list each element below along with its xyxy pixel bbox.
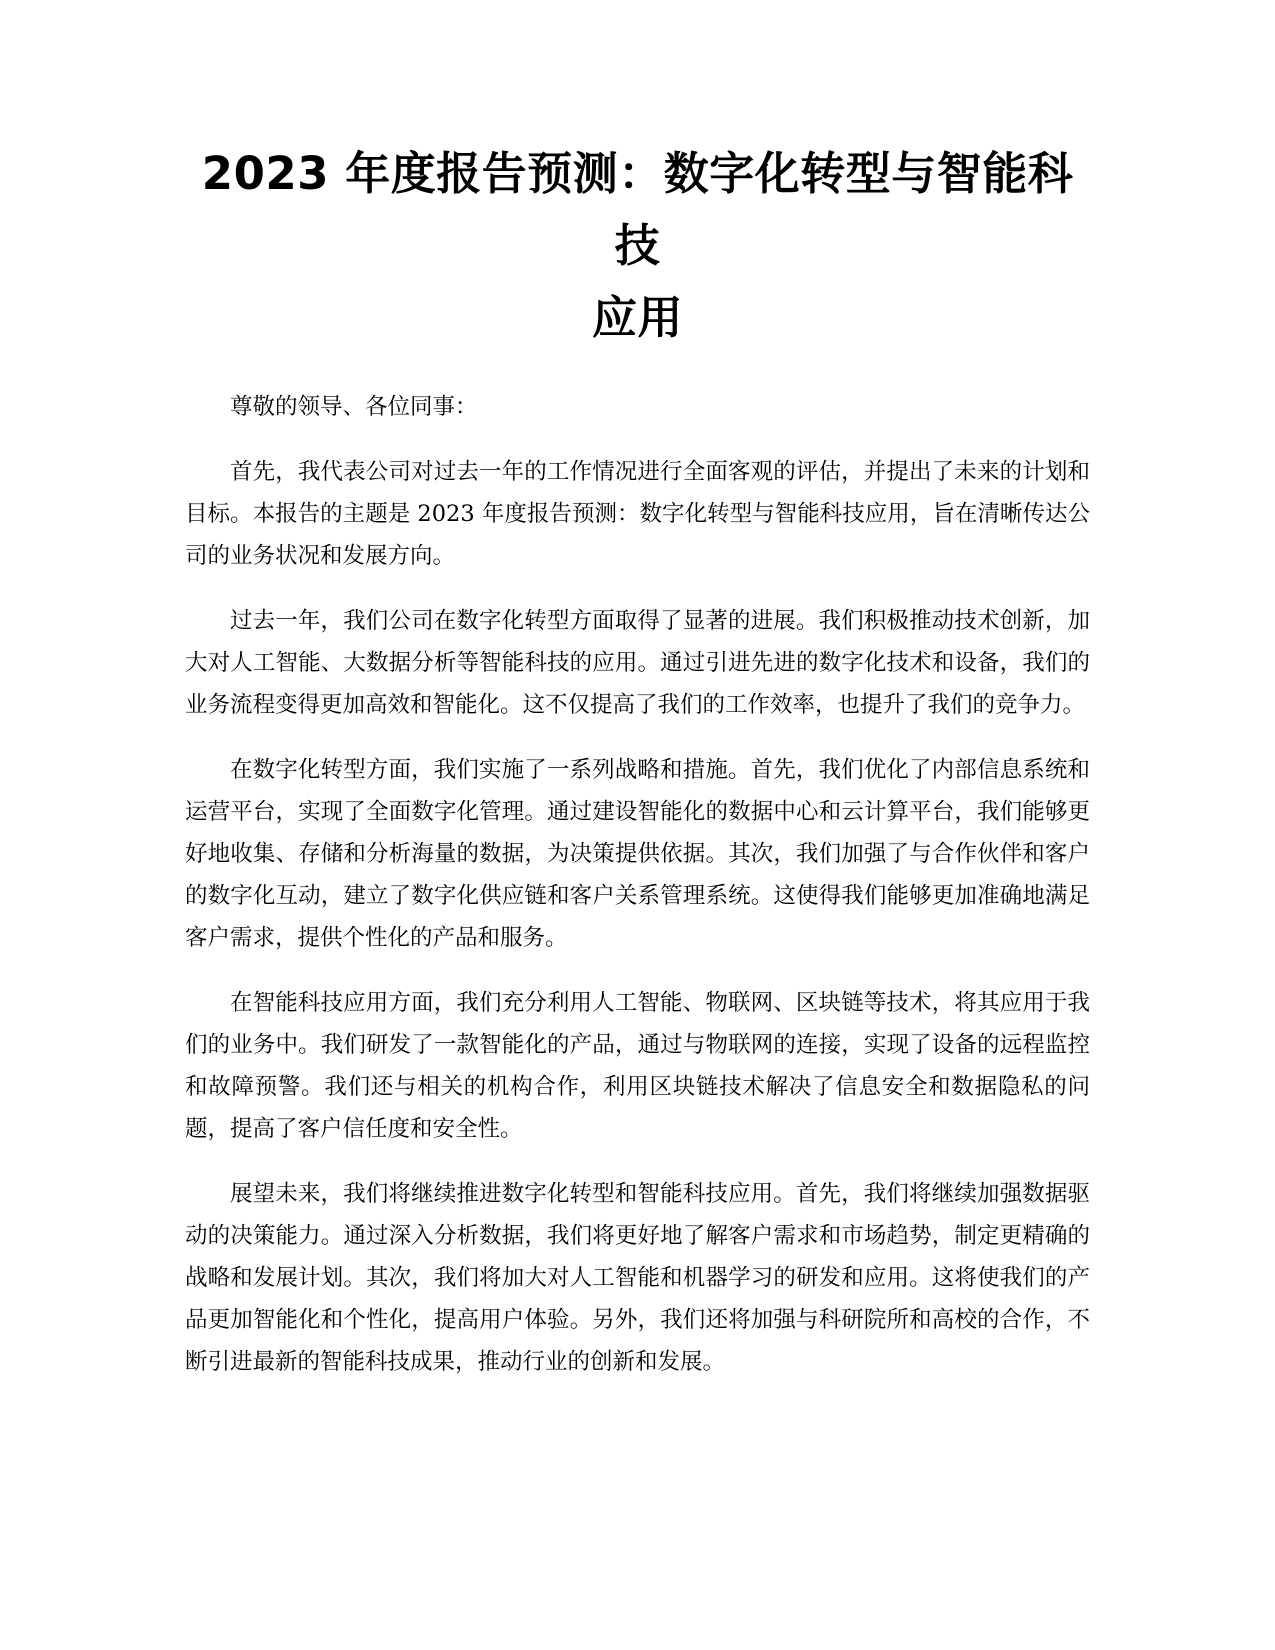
title-line-2: 应用 xyxy=(591,291,683,344)
paragraph-2: 过去一年，我们公司在数字化转型方面取得了显著的进展。我们积极推动技术创新，加大对人工智能、大数据分析等智能科技的应用。通过引进先进的数字化技术和设备，我们的业务流程变得更加高效和智能化。这不仅提高了我们的工作效率，也提升了我们的竞争力。 xyxy=(185,608,1090,718)
document-title xyxy=(185,138,1090,354)
greeting: 尊敬的领导、各位同事： xyxy=(230,394,478,420)
document-page xyxy=(185,138,1090,1406)
paragraph-5: 展望未来，我们将继续推进数字化转型和智能科技应用。首先，我们将继续加强数据驱动的决策能力。通过深入分析数据，我们将更好地了解客户需求和市场趋势，制定更精确的战略和发展计划。其次，我们将加大对人工智能和机器学习的研发和应用。这将使我们的产品更加智能化和个性化，提高用户体验。另外，我们还将加强与科研院所和高校的合作，不断引进最新的智能科技成果，推动行业的创新和发展。 xyxy=(185,1181,1090,1375)
paragraph-4: 在智能科技应用方面，我们充分利用人工智能、物联网、区块链等技术，将其应用于我们的业务中。我们研发了一款智能化的产品，通过与物联网的连接，实现了设备的远程监控和故障预警。我们还与相关的机构合作，利用区块链技术解决了信息安全和数据隐私的问题，提高了客户信任度和安全性。 xyxy=(185,990,1090,1142)
paragraph-3: 在数字化转型方面，我们实施了一系列战略和措施。首先，我们优化了内部信息系统和运营平台，实现了全面数字化管理。通过建设智能化的数据中心和云计算平台，我们能够更好地收集、存储和分析海量的数据，为决策提供依据。其次，我们加强了与合作伙伴和客户的数字化互动，建立了数字化供应链和客户关系管理系统。这使得我们能够更加准确地满足客户需求，提供个性化的产品和服务。 xyxy=(185,757,1090,951)
document-body xyxy=(185,386,1090,1383)
title-line-1: 2023 年度报告预测：数字化转型与智能科技 xyxy=(201,147,1074,272)
paragraph-1: 首先，我代表公司对过去一年的工作情况进行全面客观的评估，并提出了未来的计划和目标。本报告的主题是 2023 年度报告预测：数字化转型与智能科技应用，旨在清晰传达公司的业务状况和发展方向。 xyxy=(185,459,1090,569)
